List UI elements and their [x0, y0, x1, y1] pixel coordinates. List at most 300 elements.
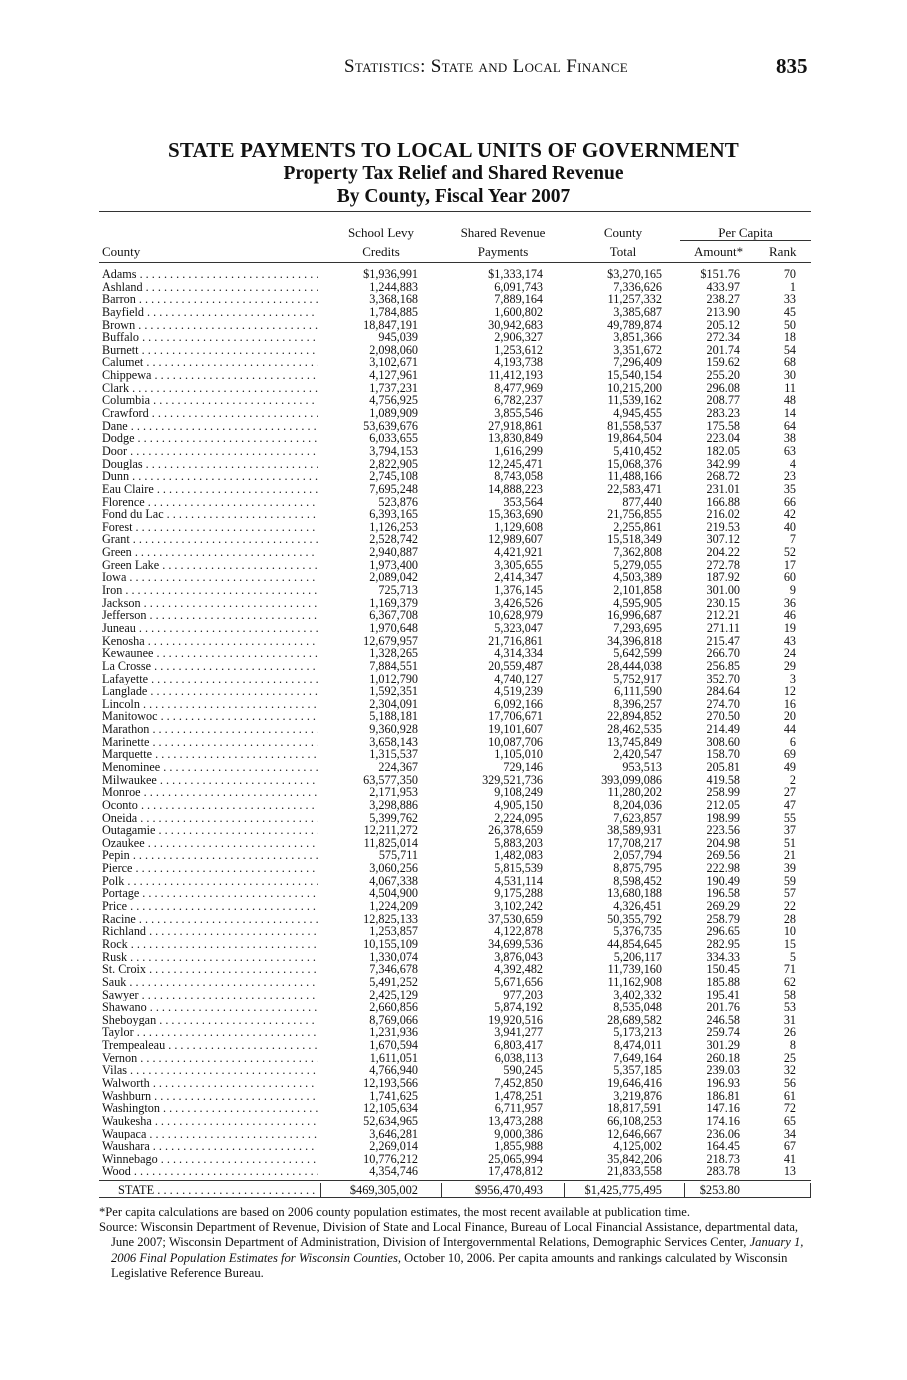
- county-name: Florence . . .: [102, 496, 318, 509]
- per-capita-amount: 342.99: [706, 456, 740, 471]
- shared-revenue-payments: 3,102,242: [494, 899, 543, 914]
- per-capita-amount: 255.20: [706, 368, 740, 383]
- shared-revenue-payments: 26,378,659: [488, 823, 543, 838]
- county-total: 5,410,452: [613, 443, 662, 458]
- amount-header: Amount*: [694, 244, 744, 259]
- school-levy-credits: 2,822,905: [369, 456, 418, 471]
- county-total: 7,649,164: [613, 1050, 662, 1065]
- per-capita-rank: 42: [783, 507, 796, 522]
- table-row: [102, 268, 811, 281]
- county-total: 8,598,452: [613, 873, 662, 888]
- per-capita-rank: 32: [783, 1063, 796, 1078]
- per-capita-rank: 40: [783, 519, 796, 534]
- shared-revenue-payments: 4,193,738: [494, 355, 543, 370]
- per-capita-rank: 7: [789, 532, 796, 547]
- state-label: STATE . . .: [118, 1183, 318, 1197]
- school-levy-credits: 5,399,762: [369, 810, 418, 825]
- county-name: Buffalo . . .: [102, 331, 318, 344]
- per-capita-rank: 57: [783, 886, 796, 901]
- county-name: Dodge . . .: [102, 432, 318, 445]
- school-levy-credits: 2,528,742: [369, 532, 418, 547]
- per-capita-rank: 50: [783, 317, 796, 332]
- table-row: [102, 786, 811, 799]
- county-name: Burnett . . .: [102, 344, 318, 357]
- source-note: [99, 1220, 813, 1281]
- per-capita-amount: 212.05: [706, 797, 740, 812]
- county-total: 7,296,409: [613, 355, 662, 370]
- per-capita-rank: 58: [783, 987, 796, 1002]
- school-levy-header-1: School Levy: [347, 225, 415, 240]
- county-total: 4,125,002: [613, 1139, 662, 1154]
- shared-revenue-payments: 5,815,539: [494, 861, 543, 876]
- county-total: 15,540,154: [607, 368, 662, 383]
- table-row: [102, 571, 811, 584]
- shared-revenue-payments: 6,038,113: [494, 1050, 543, 1065]
- school-levy-credits: 1,089,909: [369, 406, 418, 421]
- county-name: Sheboygan . . .: [102, 1014, 318, 1027]
- shared-revenue-payments: 17,706,671: [488, 709, 543, 724]
- county-name: La Crosse . . .: [102, 660, 318, 673]
- county-total: 11,739,160: [607, 962, 662, 977]
- county-total: 11,162,908: [607, 974, 662, 989]
- running-title: Statistics: State and Local Finance: [344, 56, 628, 77]
- per-capita-rank: 1: [789, 279, 796, 294]
- school-levy-credits: 2,171,953: [369, 785, 418, 800]
- table-row: [102, 635, 811, 648]
- per-capita-amount: 205.12: [706, 317, 740, 332]
- per-capita-amount: 195.41: [706, 987, 740, 1002]
- per-capita-amount: 190.49: [706, 873, 740, 888]
- school-levy-credits: 4,354,746: [369, 1164, 418, 1179]
- shared-revenue-payments: 17,478,812: [488, 1164, 543, 1179]
- county-total: 7,362,808: [613, 545, 662, 560]
- per-capita-amount: 239.03: [706, 1063, 740, 1078]
- county-total: 81,558,537: [607, 418, 662, 433]
- county-total: 44,854,645: [607, 936, 662, 951]
- county-total: 19,864,504: [607, 431, 662, 446]
- school-levy-credits: 12,825,133: [363, 911, 418, 926]
- school-levy-credits: 2,269,014: [369, 1139, 418, 1154]
- per-capita-rank: 39: [783, 861, 796, 876]
- per-capita-rank: 44: [783, 722, 796, 737]
- per-capita-amount: $151.76: [700, 267, 740, 281]
- county-total: 3,402,332: [613, 987, 662, 1002]
- county-name: Door . . .: [102, 445, 318, 458]
- per-capita-amount: 238.27: [706, 292, 740, 307]
- per-capita-amount: 182.05: [706, 443, 740, 458]
- school-levy-credits: 2,098,060: [369, 342, 418, 357]
- per-capita-amount: 433.97: [706, 279, 740, 294]
- rank-header: Rank: [769, 244, 797, 259]
- county-total: 49,789,874: [607, 317, 662, 332]
- county-total: 2,255,861: [613, 519, 662, 534]
- school-levy-credits: 7,884,551: [369, 658, 418, 673]
- county-total: 5,752,917: [613, 671, 662, 686]
- per-capita-amount: 352.70: [706, 671, 740, 686]
- per-capita-rank: 34: [783, 1126, 796, 1141]
- school-levy-credits: 10,155,109: [363, 936, 418, 951]
- table-row: [102, 609, 811, 622]
- county-name: Forest . . .: [102, 521, 318, 534]
- county-total: 4,503,389: [613, 570, 662, 585]
- table-row: [102, 369, 811, 382]
- per-capita-rank: 31: [783, 1012, 796, 1027]
- county-total: 15,068,376: [607, 456, 662, 471]
- county-name: Green Lake . . .: [102, 559, 318, 572]
- school-levy-credits: 1,012,790: [369, 671, 418, 686]
- county-total: 5,357,185: [613, 1063, 662, 1078]
- table-row: [102, 976, 811, 989]
- table-subtitle: Property Tax Relief and Shared Revenue: [283, 163, 624, 184]
- per-capita-rank: 37: [783, 823, 796, 838]
- running-header: [0, 54, 907, 82]
- county-name: Langlade . . .: [102, 685, 318, 698]
- county-name: Jefferson . . .: [102, 609, 318, 622]
- county-name: Dane . . .: [102, 420, 318, 433]
- county-total: 13,745,849: [607, 734, 662, 749]
- table-title-block: [0, 138, 907, 208]
- county-total: 7,336,626: [613, 279, 662, 294]
- school-levy-credits: 4,127,961: [369, 368, 418, 383]
- per-capita-amount: 296.65: [706, 924, 740, 939]
- table-row: [102, 900, 811, 913]
- per-capita-rank: 15: [783, 936, 796, 951]
- county-total: 66,108,253: [607, 1113, 662, 1128]
- per-capita-amount: 266.70: [706, 646, 740, 661]
- per-capita-rank: 68: [783, 355, 796, 370]
- table-row: [102, 849, 811, 862]
- per-capita-rank: 35: [783, 481, 796, 496]
- per-capita-amount: 175.58: [706, 418, 740, 433]
- shared-revenue-payments: 729,146: [503, 759, 543, 774]
- per-capita-amount: 307.12: [706, 532, 740, 547]
- shared-revenue-payments: $1,333,174: [488, 267, 543, 281]
- county-total: 28,444,038: [607, 658, 662, 673]
- per-capita-amount: 246.58: [706, 1012, 740, 1027]
- county-name: Bayfield . . .: [102, 306, 318, 319]
- shared-revenue-payments: 6,091,743: [494, 279, 543, 294]
- school-levy-credits: 3,298,886: [369, 797, 418, 812]
- shared-revenue-payments: 3,941,277: [494, 1025, 543, 1040]
- school-levy-credits: 1,611,051: [369, 1050, 418, 1065]
- shared-revenue-payments: 3,426,526: [494, 595, 543, 610]
- shared-revenue-payments: 8,743,058: [494, 469, 543, 484]
- shared-revenue-payments: 3,855,546: [494, 406, 543, 421]
- county-name: Menominee . . .: [102, 761, 318, 774]
- school-levy-credits: 12,105,634: [363, 1101, 418, 1116]
- per-capita-amount: 296.08: [706, 380, 740, 395]
- per-capita-rank: 60: [783, 570, 796, 585]
- school-levy-credits: 224,367: [378, 759, 418, 774]
- table-row: [102, 597, 811, 610]
- school-levy-credits: 4,067,338: [369, 873, 418, 888]
- shared-revenue-payments: 5,323,047: [494, 620, 543, 635]
- table-row: [102, 963, 811, 976]
- shared-revenue-payments: 4,531,114: [494, 873, 543, 888]
- school-levy-credits: 575,711: [378, 848, 418, 863]
- per-capita-rank: 48: [783, 393, 796, 408]
- per-capita-rule: [680, 240, 811, 241]
- county-name: Taylor . . .: [102, 1026, 318, 1039]
- shared-revenue-payments: 15,363,690: [488, 507, 543, 522]
- shared-revenue-payments: 13,830,849: [488, 431, 543, 446]
- county-total: 38,589,931: [607, 823, 662, 838]
- county-name: Crawford . . .: [102, 407, 318, 420]
- shared-revenue-header-1: Shared Revenue: [460, 225, 546, 240]
- table-row: [102, 584, 811, 597]
- shared-revenue-payments: 1,376,145: [494, 583, 543, 598]
- shared-revenue-payments: 19,920,516: [488, 1012, 543, 1027]
- per-capita-amount: 283.78: [706, 1164, 740, 1179]
- county-name: Sauk . . .: [102, 976, 318, 989]
- per-capita-rank: 49: [783, 759, 796, 774]
- shared-revenue-payments: 21,716,861: [488, 633, 543, 648]
- per-capita-amount: 223.04: [706, 431, 740, 446]
- shared-revenue-payments: 12,245,471: [488, 456, 543, 471]
- school-levy-credits: 1,253,857: [369, 924, 418, 939]
- per-capita-rank: 23: [783, 469, 796, 484]
- per-capita-amount: 187.92: [706, 570, 740, 585]
- per-capita-amount: 205.81: [706, 759, 740, 774]
- per-capita-amount: 334.33: [706, 949, 740, 964]
- state-per-capita: $253.80: [699, 1183, 740, 1197]
- table-row: [102, 837, 811, 850]
- per-capita-rank: 10: [783, 924, 796, 939]
- county-name: Barron . . .: [102, 293, 318, 306]
- school-levy-credits: 1,973,400: [369, 557, 418, 572]
- per-capita-rank: 28: [783, 911, 796, 926]
- shared-revenue-payments: 4,392,482: [494, 962, 543, 977]
- per-capita-amount: 236.06: [706, 1126, 740, 1141]
- page-number: 835: [776, 54, 808, 78]
- table-row: [102, 1064, 811, 1077]
- table-row: [102, 458, 811, 471]
- school-levy-credits: 6,393,165: [369, 507, 418, 522]
- shared-revenue-payments: 2,414,347: [494, 570, 543, 585]
- shared-revenue-payments: 12,989,607: [488, 532, 543, 547]
- county-total: 4,595,905: [613, 595, 662, 610]
- per-capita-rank: 64: [783, 418, 796, 433]
- county-total: 3,351,672: [613, 342, 662, 357]
- shared-revenue-payments: 9,108,249: [494, 785, 543, 800]
- per-capita-rank: 16: [783, 696, 796, 711]
- table-subtitle-year: By County, Fiscal Year 2007: [336, 186, 571, 207]
- shared-revenue-payments: 1,855,988: [494, 1139, 543, 1154]
- per-capita-rank: 65: [783, 1113, 796, 1128]
- county-total: 7,623,857: [613, 810, 662, 825]
- table-row: [102, 761, 811, 774]
- table-row: [102, 1026, 811, 1039]
- per-capita-amount: 282.95: [706, 936, 740, 951]
- county-total: 6,111,590: [614, 684, 662, 699]
- county-name: Washington . . .: [102, 1102, 318, 1115]
- county-total: 35,842,206: [607, 1151, 662, 1166]
- source-title: January 1, 2006 Final Population Estimates for Wisconsin Counties,: [111, 1235, 804, 1265]
- shared-revenue-payments: 1,478,251: [494, 1088, 543, 1103]
- per-capita-amount: 213.90: [706, 304, 740, 319]
- county-total: 5,279,055: [613, 557, 662, 572]
- per-capita-amount: 308.60: [706, 734, 740, 749]
- table-row: [102, 710, 811, 723]
- school-levy-credits: 1,244,883: [369, 279, 418, 294]
- table-row: [102, 799, 811, 812]
- state-total-row: [102, 1183, 811, 1197]
- table-row: [102, 281, 811, 294]
- county-name: Oconto . . .: [102, 799, 318, 812]
- county-total: 393,099,086: [601, 772, 662, 787]
- source-prefix: Source: Wisconsin Department of Revenue, Division of State and Local Finance, Bureau of Local Financial Assistance, departmental data, June 2007; Wisconsin Department of Administration, Division of Intergovernmental Relations, Demographic Services Center,: [99, 1220, 799, 1250]
- county-name: Milwaukee . . .: [102, 774, 318, 787]
- per-capita-rank: 30: [783, 368, 796, 383]
- county-name: Kewaunee . . .: [102, 647, 318, 660]
- school-levy-credits: 12,193,566: [363, 1076, 418, 1090]
- per-capita-amount: 301.00: [706, 583, 740, 598]
- school-levy-credits: 8,769,066: [369, 1012, 418, 1027]
- school-levy-credits: 1,328,265: [369, 646, 418, 661]
- county-table: [102, 268, 811, 1178]
- shared-revenue-payments: 1,105,010: [494, 747, 543, 762]
- table-row: [102, 951, 811, 964]
- school-levy-credits: 10,776,212: [363, 1151, 418, 1166]
- table-row: [102, 812, 811, 825]
- shared-revenue-payments: 4,519,239: [494, 684, 543, 699]
- school-levy-credits: 2,745,108: [369, 469, 418, 484]
- county-name: Polk . . .: [102, 875, 318, 888]
- county-total: 50,355,792: [607, 911, 662, 926]
- shared-revenue-payments: 8,477,969: [494, 380, 543, 395]
- per-capita-amount: 164.45: [706, 1139, 740, 1154]
- school-levy-credits: 3,646,281: [369, 1126, 418, 1141]
- school-levy-credits: 3,060,256: [369, 861, 418, 876]
- table-row: [102, 862, 811, 875]
- shared-revenue-payments: 10,087,706: [488, 734, 543, 749]
- per-capita-amount: 222.98: [706, 861, 740, 876]
- table-row: [102, 736, 811, 749]
- county-total: 8,875,795: [613, 861, 662, 876]
- table-row: [102, 306, 811, 319]
- school-levy-credits: 2,425,129: [369, 987, 418, 1002]
- county-name: Fond du Lac . . .: [102, 508, 318, 521]
- table-row: [102, 445, 811, 458]
- school-levy-credits: 1,231,936: [369, 1025, 418, 1040]
- county-name: Columbia . . .: [102, 394, 318, 407]
- state-shared-revenue: $956,470,493: [474, 1183, 543, 1197]
- county-name: Oneida . . .: [102, 812, 318, 825]
- school-levy-credits: 5,491,252: [369, 974, 418, 989]
- county-name: Ozaukee . . .: [102, 837, 318, 850]
- county-name: Racine . . .: [102, 913, 318, 926]
- shared-revenue-payments: 1,253,612: [494, 342, 543, 357]
- table-row: [102, 622, 811, 635]
- school-levy-credits: 52,634,965: [363, 1113, 418, 1128]
- state-school-levy: $469,305,002: [349, 1183, 418, 1197]
- county-total: $3,270,165: [607, 267, 662, 281]
- per-capita-amount: 196.93: [706, 1076, 740, 1090]
- shared-revenue-payments: 6,803,417: [494, 1038, 543, 1053]
- school-levy-credits: 1,784,885: [369, 304, 418, 319]
- table-row: [102, 1014, 811, 1027]
- per-capita-rank: 69: [783, 747, 796, 762]
- county-name: Vilas . . .: [102, 1064, 318, 1077]
- per-capita-rank: 46: [783, 608, 796, 623]
- school-levy-credits: 3,368,168: [369, 292, 418, 307]
- county-name: Chippewa . . .: [102, 369, 318, 382]
- county-total: 34,396,818: [607, 633, 662, 648]
- school-levy-credits: 53,639,676: [363, 418, 418, 433]
- per-capita-rank: 55: [783, 810, 796, 825]
- per-capita-amount: 271.11: [706, 620, 740, 635]
- school-levy-credits: 2,089,042: [369, 570, 418, 585]
- header-rule: [99, 262, 811, 263]
- shared-revenue-header-2: Payments: [477, 244, 529, 259]
- county-name: Rusk . . .: [102, 951, 318, 964]
- per-capita-amount: 268.72: [706, 469, 740, 484]
- per-capita-amount: 174.16: [706, 1113, 740, 1128]
- per-capita-rank: 17: [783, 557, 796, 572]
- table-row: [102, 344, 811, 357]
- shared-revenue-payments: 3,876,043: [494, 949, 543, 964]
- school-levy-credits: 1,315,537: [369, 747, 418, 762]
- shared-revenue-payments: 977,203: [503, 987, 543, 1002]
- table-row: [102, 774, 811, 787]
- school-levy-credits: 1,330,074: [369, 949, 418, 964]
- per-capita-rank: 29: [783, 658, 796, 673]
- shared-revenue-payments: 5,671,656: [494, 974, 543, 989]
- school-levy-credits: 1,126,253: [369, 519, 418, 534]
- county-total: 19,646,416: [607, 1076, 662, 1090]
- per-capita-amount: 230.15: [706, 595, 740, 610]
- school-levy-credits: 1,741,625: [369, 1088, 418, 1103]
- school-levy-credits: 9,360,928: [369, 722, 418, 737]
- shared-revenue-payments: 6,782,237: [494, 393, 543, 408]
- per-capita-rank: 12: [783, 684, 796, 699]
- shared-revenue-payments: 11,412,193: [488, 368, 543, 383]
- per-capita-rank: 36: [783, 595, 796, 610]
- per-capita-amount: 214.49: [706, 722, 740, 737]
- table-row: [102, 319, 811, 332]
- county-name: Green . . .: [102, 546, 318, 559]
- per-capita-rank: 47: [783, 797, 796, 812]
- county-total: 10,215,200: [607, 380, 662, 395]
- table-row: [102, 1102, 811, 1115]
- per-capita-amount: 198.99: [706, 810, 740, 825]
- table-row: [102, 647, 811, 660]
- shared-revenue-payments: 19,101,607: [488, 722, 543, 737]
- per-capita-rank: 56: [783, 1076, 796, 1090]
- per-capita-rank: 19: [783, 620, 796, 635]
- school-levy-credits: 1,970,648: [369, 620, 418, 635]
- county-name: Pierce . . .: [102, 862, 318, 875]
- shared-revenue-payments: 590,245: [503, 1063, 543, 1078]
- county-total: 7,293,695: [613, 620, 662, 635]
- per-capita-rank: 54: [783, 342, 796, 357]
- school-levy-credits: 6,367,708: [369, 608, 418, 623]
- county-name: Outagamie . . .: [102, 824, 318, 837]
- school-levy-credits: 12,211,272: [363, 823, 418, 838]
- table-row: [102, 989, 811, 1002]
- county-total: 18,817,591: [607, 1101, 662, 1116]
- county-name: Grant . . .: [102, 533, 318, 546]
- per-capita-amount: 272.78: [706, 557, 740, 572]
- county-name: Marinette . . .: [102, 736, 318, 749]
- shared-revenue-payments: 4,740,127: [494, 671, 543, 686]
- bottom-rule: [99, 1197, 811, 1198]
- per-capita-amount: 201.74: [706, 342, 740, 357]
- county-total: 22,583,471: [607, 481, 662, 496]
- shared-revenue-payments: 4,314,334: [494, 646, 543, 661]
- per-capita-rank: 27: [783, 785, 796, 800]
- per-capita-amount: 260.18: [706, 1050, 740, 1065]
